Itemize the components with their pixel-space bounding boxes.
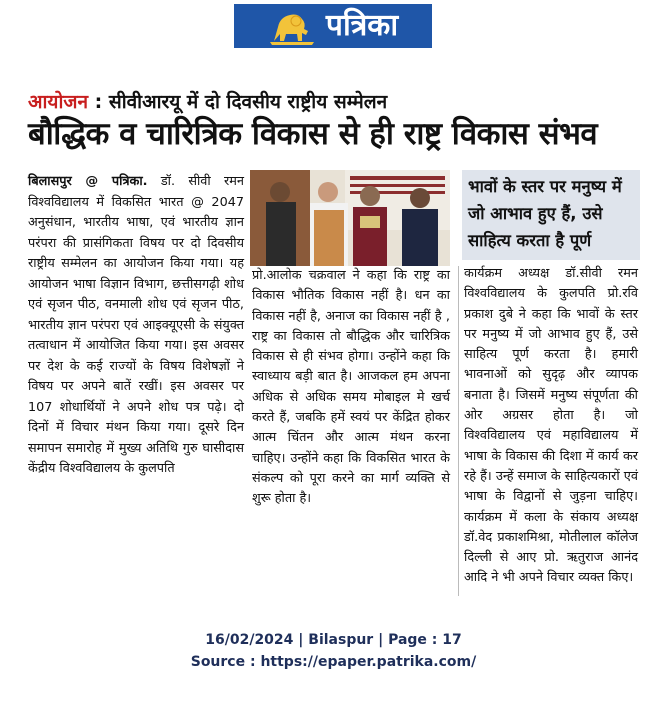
column-divider	[458, 266, 459, 596]
article-column-2: प्रो.आलोक चक्रवाल ने कहा कि राष्ट्र का विकास भौतिक विकास नहीं है। धन का विकास नहीं है, अनाज का विकास नहीं है , राष्ट्र का विकास तो बौद्धिक और चारित्रिक विकास से ही संभव होगा। उन्होंने कहा कि स्वाध्याय बड़ी बात है। आजकल हम अपना अधिक से अधिक समय मोबाइल मे खर्च करते हैं, जबकि हमें स्वयं पर केंद्रित होकर आत्म चिंतन और आत्म मंथन करना चाहिए। उन्होंने कहा कि विकसित भारत के संकल्प को पूरा करने का मार्ग व्यक्ति से शुरू होता है।	[252, 268, 450, 507]
lion-emblem-icon	[268, 7, 316, 45]
article-column-1	[28, 172, 244, 480]
kicker-text: : सीवीआरयू में दो दिवसीय राष्ट्रीय सम्मेलन	[94, 91, 388, 113]
article-headline: बौद्धिक व चारित्रिक विकास से ही राष्ट्र विकास संभव	[28, 116, 598, 152]
dateline: बिलासपुर @ पत्रिका.	[28, 174, 148, 189]
subheading-box: भावों के स्तर पर मनुष्य में जो आभाव हुए हैं, उसे साहित्य करता है पूर्ण	[462, 170, 640, 260]
event-photo	[250, 170, 450, 266]
masthead	[234, 4, 432, 48]
publication-date-line: 16/02/2024 | Bilaspur | Page : 17	[205, 632, 462, 648]
event-photo-image	[250, 170, 450, 266]
brand-name: पत्रिका	[325, 8, 399, 43]
kicker-tag: आयोजन	[28, 91, 89, 113]
column-1-text: डॉ. सीवी रमन विश्वविद्यालय में विकसित भारत @ 2047 अनुसंधान, भारतीय भाषा, एवं भारतीय ज्ञान परंपरा की प्रासंगिकता विषय पर दो दिवसीय राष्ट्रीय सम्मेलन का आयोजन किया गया। यह आयोजन भाषा विज्ञान विभाग, छत्तीसगढ़ी शोध एवं सृजन पीठ, वनमाली शोध एवं सृजन पीठ, भारतीय ज्ञान परंपरा एवं आइक्यूएसी के संयुक्त तत्वाधान में आयोजित किया गया। इस अवसर पर देश के कई राज्यों के विषय विशेषज्ञों ने विषय पर अपने बातें रखीं। इस अवसर पर 107 शोधार्थियों ने अपने शोध पत्र पढ़े। दो दिनों में विचार मंथन किया गया। दूसरे दिन समापन समारोह में मुख्य अतिथि गुरु घासीदास केंद्रीय विश्वविद्यालय के कुलपति	[28, 174, 244, 476]
article-column-3: कार्यक्रम अध्यक्ष डॉ.सीवी रमन विश्वविद्यालय के कुलपति प्रो.रवि प्रकाश दुबे ने कहा कि भावों के स्तर पर मनुष्य में जो आभाव हुए हैं, उसे साहित्य पूर्ण करता है। हमारी भावनाओं को सुदृढ़ और व्यापक बनाता है। जिसमें मनुष्य संपूर्णता की ओर अग्रसर होता है। जो विश्वविद्यालय एवं महाविद्यालय में भाषा के विकास की दिशा में कार्य कर रहे हैं। उन्हें समाज के साहित्यकारों एवं भाषा के विद्वानों से जुड़ना चाहिए। कार्यक्रम में कला के संकाय अध्यक्ष डॉ.वेद प्रकाशमिश्रा, मोतीलाल कॉलेज दिल्ली से आए प्रो. ऋतुराज आनंद आदि ने भी अपने विचार व्यक्त किए।	[464, 266, 638, 586]
source-line: Source : https://epaper.patrika.com/	[190, 654, 477, 670]
article-kicker	[28, 88, 387, 114]
